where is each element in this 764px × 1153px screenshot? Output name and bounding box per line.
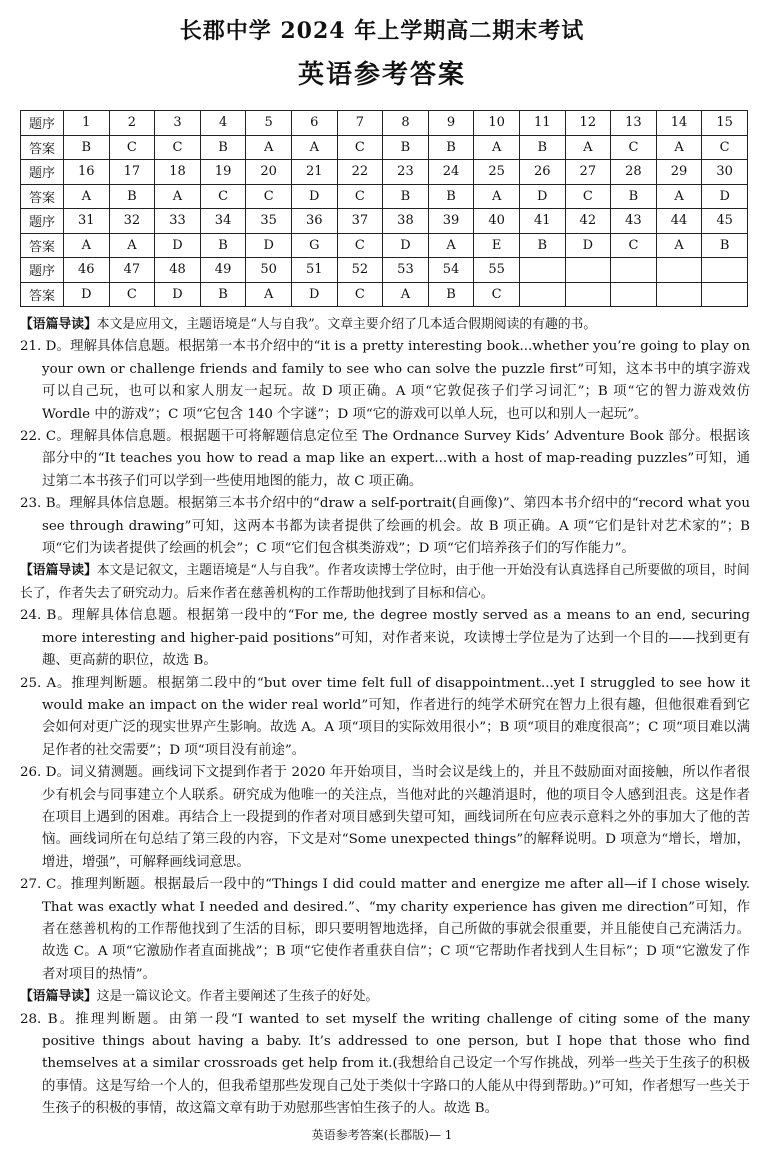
answer-row — [21, 233, 748, 258]
question-number: 17 — [109, 160, 155, 185]
intro-label: 【语篇导读】 — [20, 317, 97, 332]
answer-row — [21, 282, 748, 307]
question-number: 29 — [656, 160, 702, 185]
passage-intro — [20, 560, 750, 605]
question-number: 11 — [519, 111, 565, 136]
answer-cell: C — [109, 282, 155, 307]
page-footer: 英语参考答案(长郡版)— 1 — [311, 1128, 453, 1142]
question-number: 20 — [246, 160, 292, 185]
question-number: 27 — [565, 160, 611, 185]
answer-cell: A — [656, 233, 702, 258]
question-number: 26 — [519, 160, 565, 185]
question-number: 50 — [246, 258, 292, 283]
passage-intro — [20, 314, 750, 336]
answer-cell: A — [64, 184, 110, 209]
answer-cell: C — [337, 135, 383, 160]
row-label: 题序 — [21, 111, 64, 136]
answer-cell: A — [474, 184, 520, 209]
number-row — [21, 111, 748, 136]
passage-intro — [20, 986, 750, 1008]
question-number: 33 — [155, 209, 201, 234]
answer-cell: C — [109, 135, 155, 160]
answer-cell: A — [565, 135, 611, 160]
answer-row — [21, 184, 748, 209]
number-row — [21, 258, 748, 283]
intro-label: 【语篇导读】 — [20, 563, 97, 579]
question-number: 3 — [155, 111, 201, 136]
answer-cell: A — [246, 135, 292, 160]
question-number: 39 — [428, 209, 474, 234]
answer-cell: B — [383, 184, 429, 209]
answer-explanation: 22. C。理解具体信息题。根据题干可将解题信息定位至 The Ordnance Survey Kids’ Adventure Book 部分。根据该部分中的“It teaches you how to read a map like an expert...with a host of map-reading puzzles”可知，通过第二本书孩子们可以学到一些使用地图的能力，故 C 项正确。 — [20, 429, 750, 489]
answer-table — [20, 110, 748, 307]
question-number: 18 — [155, 160, 201, 185]
question-number: 5 — [246, 111, 292, 136]
intro-text: 本文是记叙文，主题语境是“人与自我”。作者攻读博士学位时，由于他一开始没有认真选择自己所要做的项目，时间长了，作者失去了研究动力。后来作者在慈善机构的工作帮助他找到了目标和信心。 — [20, 563, 750, 601]
answer-cell — [519, 282, 565, 307]
answer-cell: B — [200, 135, 246, 160]
answer-cell: D — [383, 233, 429, 258]
number-row — [21, 209, 748, 234]
answer-cell: D — [565, 233, 611, 258]
answer-cell: G — [291, 233, 337, 258]
answer-cell: B — [519, 233, 565, 258]
answer-cell: C — [337, 184, 383, 209]
row-label: 答案 — [21, 184, 64, 209]
answer-cell: C — [337, 282, 383, 307]
question-number: 6 — [291, 111, 337, 136]
question-number: 24 — [428, 160, 474, 185]
question-number: 35 — [246, 209, 292, 234]
question-number: 28 — [611, 160, 657, 185]
question-number: 34 — [200, 209, 246, 234]
question-number: 21 — [291, 160, 337, 185]
answer-cell: D — [64, 282, 110, 307]
question-number — [565, 258, 611, 283]
answer-cell: B — [200, 282, 246, 307]
answer-cell: C — [200, 184, 246, 209]
question-number: 44 — [656, 209, 702, 234]
answer-cell — [565, 282, 611, 307]
subject-title: 英语参考答案 — [297, 60, 466, 90]
answer-cell: B — [611, 184, 657, 209]
answer-explanation: 26. D。词义猜测题。画线词下文提到作者于 2020 年开始项目，当时会议是线上的，并且不鼓励面对面接触，所以作者很少有机会与同事建立个人联系。研究成为他唯一的关注点，当他对此的兴趣消退时，他的项目令人感到沮丧。这是作者在项目上遇到的困难。再结合上一段提到的作者对项目感到失望可知，画线词所在句应表示意料之外的事加大了他的苦恼。画线词所在句总结了第三段的内容，下文是对“Some unexpected things”的解释说明。D 项意为“增长，增加，增进，增强”，可解释画线词意思。 — [20, 765, 750, 870]
answer-cell: A — [656, 184, 702, 209]
question-number: 13 — [611, 111, 657, 136]
answer-cell — [702, 282, 748, 307]
question-number: 14 — [656, 111, 702, 136]
answer-explanation: 24. B。理解具体信息题。根据第一段中的“For me, the degree mostly served as a means to an end, securing more interesting and higher-paid positions”可知，对作者来说，攻读博士学位是为了达到一个目的——找到更有趣、更高薪的职位，故选 B。 — [20, 608, 750, 669]
answer-cell: B — [702, 233, 748, 258]
row-label: 答案 — [21, 233, 64, 258]
answer-row — [21, 135, 748, 160]
answer-cell: E — [474, 233, 520, 258]
answer-cell — [656, 282, 702, 307]
question-number: 48 — [155, 258, 201, 283]
answer-cell: B — [428, 282, 474, 307]
answer-cell: A — [656, 135, 702, 160]
row-label: 题序 — [21, 258, 64, 283]
question-number: 41 — [519, 209, 565, 234]
answer-cell: D — [519, 184, 565, 209]
question-number: 52 — [337, 258, 383, 283]
answer-cell: A — [428, 233, 474, 258]
number-row — [21, 160, 748, 185]
question-number: 51 — [291, 258, 337, 283]
question-number: 36 — [291, 209, 337, 234]
answer-cell: A — [109, 233, 155, 258]
row-label: 答案 — [21, 282, 64, 307]
question-number: 10 — [474, 111, 520, 136]
question-number: 32 — [109, 209, 155, 234]
question-number: 25 — [474, 160, 520, 185]
explanations — [20, 314, 750, 1121]
answer-cell: A — [246, 282, 292, 307]
question-number: 12 — [565, 111, 611, 136]
answer-cell: D — [291, 282, 337, 307]
answer-cell: A — [64, 233, 110, 258]
question-number: 53 — [383, 258, 429, 283]
answer-cell: A — [383, 282, 429, 307]
question-number: 42 — [565, 209, 611, 234]
question-number: 31 — [64, 209, 110, 234]
question-number: 15 — [702, 111, 748, 136]
question-number: 19 — [200, 160, 246, 185]
answer-explanation: 25. A。推理判断题。根据第二段中的“but over time felt full of disappointment...yet I struggled to see how it would make an impact on the wider real world”可知，作者进行的纯学术研究在智力上很有趣，但他很难看到它会如何对更广泛的现实世界产生影响。故选 A。A 项“项目的实际效用很小”；B 项“项目的难度很高”；C 项“项目难以满足作者的社交需要”；D 项“项目没有前途”。 — [20, 675, 750, 758]
school-title: 长郡中学 2024 年上学期高二期末考试 — [179, 18, 585, 44]
question-number: 49 — [200, 258, 246, 283]
question-number — [611, 258, 657, 283]
question-number — [519, 258, 565, 283]
answer-cell: D — [246, 233, 292, 258]
question-number: 23 — [383, 160, 429, 185]
answer-cell: A — [155, 184, 201, 209]
question-number: 2 — [109, 111, 155, 136]
answer-cell: C — [246, 184, 292, 209]
question-number: 43 — [611, 209, 657, 234]
answer-explanation: 21. D。理解具体信息题。根据第一本书介绍中的“it is a pretty interesting book...whether you’re going to play on your own or challenge friends and family to see who can solve the puzzle first”可知，这本书中的填字游戏可以自己玩，也可以和家人朋友一起玩。故 D 项正确。A 项“它敦促孩子们学习词汇”；B 项“它的智力游戏效仿 Wordle 中的游戏”；C 项“它包含 140 个字谜”；D 项“它的游戏可以单人玩，也可以和别人一起玩”。 — [20, 339, 750, 422]
question-number — [656, 258, 702, 283]
answer-cell: C — [565, 184, 611, 209]
answer-cell: B — [109, 184, 155, 209]
answer-cell: C — [155, 135, 201, 160]
answer-cell: A — [291, 135, 337, 160]
question-number: 1 — [64, 111, 110, 136]
answer-cell: C — [611, 135, 657, 160]
answer-explanation: 27. C。推理判断题。根据最后一段中的“Things I did could matter and energize me after all—if I chose wisely. That was exactly what I needed and desired.”、“my charity experience has given me direction”可知，作者在慈善机构的工作帮他找到了生活的目标，即只要明智地选择，自己所做的事就会很重要，并且能使自己充满活力。故选 C。A 项“它激励作者直面挑战”；B 项“它使作者重获自信”；C 项“它帮助作者找到人生目标”；D 项“它激发了作者对项目的热情”。 — [20, 877, 750, 982]
row-label: 题序 — [21, 209, 64, 234]
answer-cell: D — [155, 282, 201, 307]
question-number: 16 — [64, 160, 110, 185]
answer-cell: D — [155, 233, 201, 258]
answer-cell — [611, 282, 657, 307]
question-number: 37 — [337, 209, 383, 234]
question-number: 8 — [383, 111, 429, 136]
answer-cell: B — [519, 135, 565, 160]
question-number: 30 — [702, 160, 748, 185]
question-number: 46 — [64, 258, 110, 283]
answer-cell: B — [200, 233, 246, 258]
question-number — [702, 258, 748, 283]
answer-cell: B — [428, 184, 474, 209]
question-number: 55 — [474, 258, 520, 283]
row-label: 题序 — [21, 160, 64, 185]
answer-explanation: 23. B。理解具体信息题。根据第三本书介绍中的“draw a self-portrait(自画像)”、第四本书介绍中的“record what you see through drawing”可知，这两本书都为读者提供了绘画的机会。故 B 项正确。A 项“它们是针对艺术家的”；B 项“它们为读者提供了绘画的机会”；C 项“它们包含棋类游戏”；D 项“它们培养孩子们的写作能力”。 — [20, 496, 750, 557]
intro-label: 【语篇导读】 — [20, 989, 97, 1005]
question-number: 54 — [428, 258, 474, 283]
question-number: 38 — [383, 209, 429, 234]
answer-cell: C — [474, 282, 520, 307]
answer-cell: C — [702, 135, 748, 160]
question-number: 7 — [337, 111, 383, 136]
question-number: 9 — [428, 111, 474, 136]
answer-cell: D — [291, 184, 337, 209]
answer-cell: C — [611, 233, 657, 258]
question-number: 45 — [702, 209, 748, 234]
question-number: 22 — [337, 160, 383, 185]
answer-cell: B — [428, 135, 474, 160]
answer-cell: A — [474, 135, 520, 160]
question-number: 47 — [109, 258, 155, 283]
answer-cell: B — [64, 135, 110, 160]
question-number: 40 — [474, 209, 520, 234]
intro-text: 本文是应用文，主题语境是“人与自我”。文章主要介绍了几本适合假期阅读的有趣的书。 — [96, 317, 597, 332]
intro-text: 这是一篇议论文。作者主要阐述了生孩子的好处。 — [96, 989, 379, 1005]
answer-explanation: 28. B。推理判断题。由第一段“I wanted to set myself the writing challenge of citing some of the many positive things about having a baby. It’s addressed to one person, but I hope that those who find themselves at a similar crossroads get help from it.(我想给自己设定一个写作挑战，列举一些关于生孩子的积极的事情。这是写给一个人的，但我希望那些发现自己处于类似十字路口的人能从中得到帮助。)”可知，作者想写一些关于生孩子的积极的事情，故这篇文章有助于劝慰那些害怕生孩子的人。故选 B。 — [20, 1011, 750, 1117]
answer-cell: C — [337, 233, 383, 258]
answer-cell: B — [383, 135, 429, 160]
question-number: 4 — [200, 111, 246, 136]
answer-cell: D — [702, 184, 748, 209]
row-label: 答案 — [21, 135, 64, 160]
